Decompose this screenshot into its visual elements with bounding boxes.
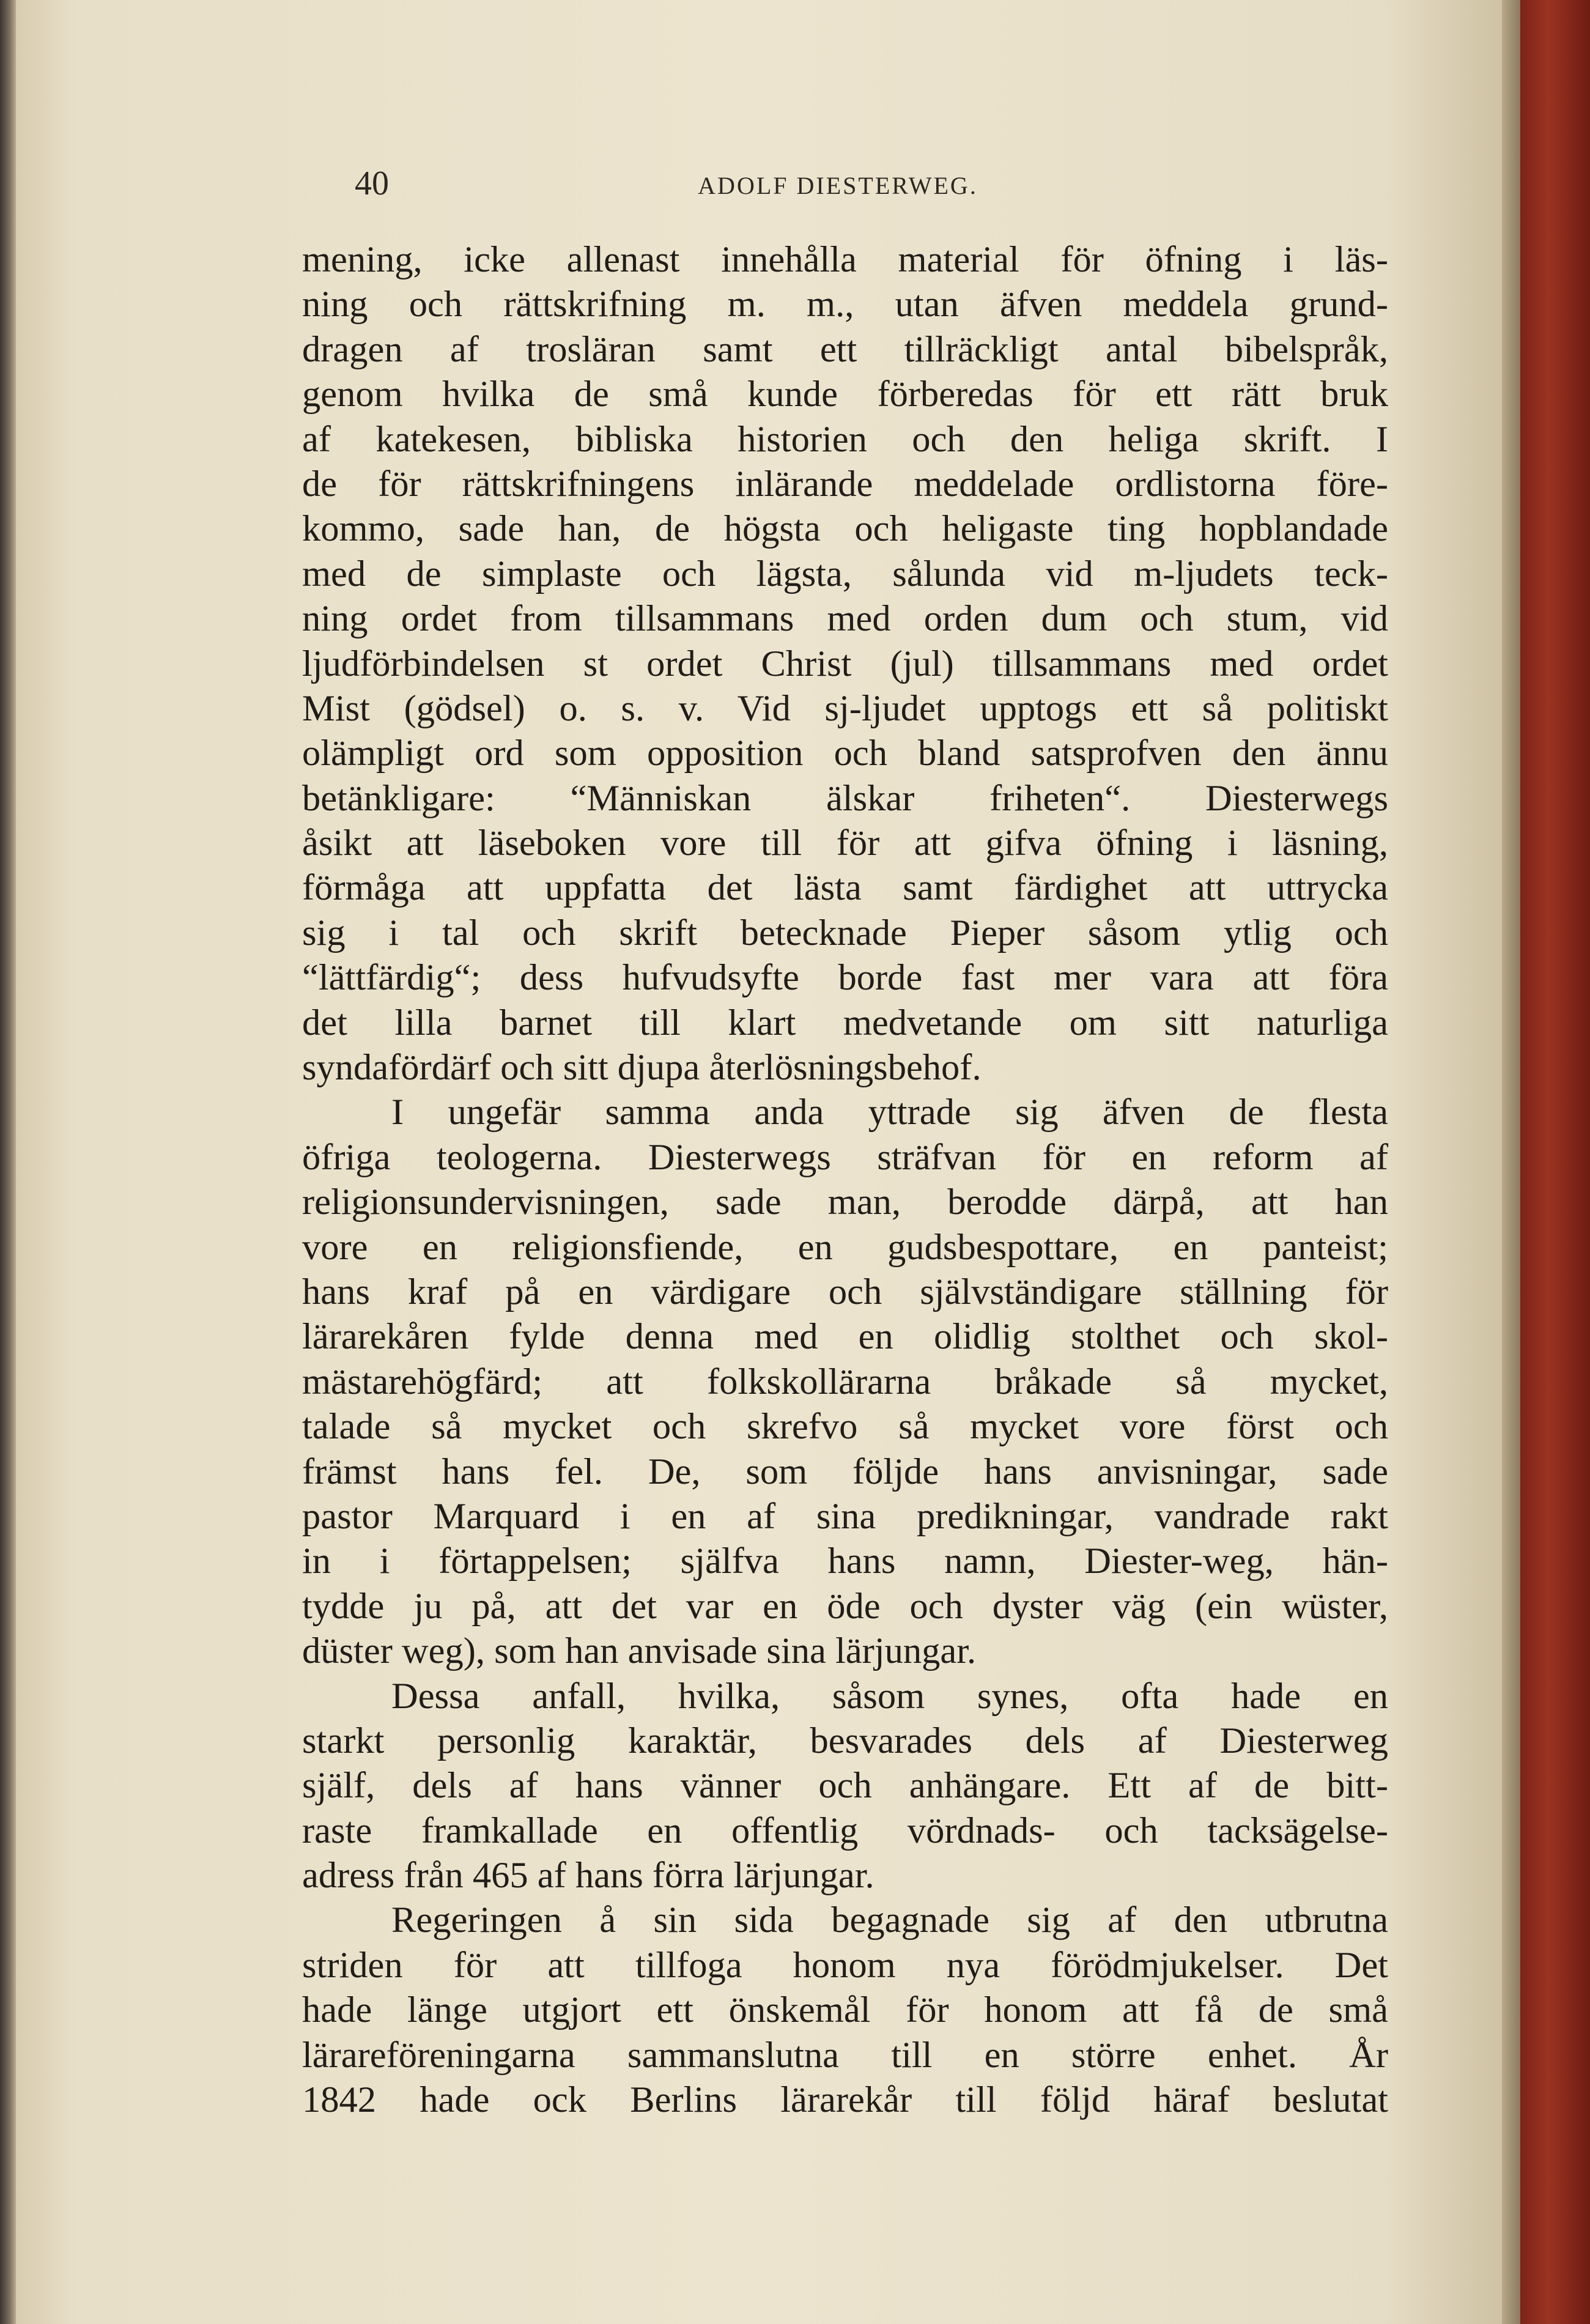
text-line: adress från 465 af hans förra lärjungar. — [302, 1855, 875, 1897]
text-line: med de simplaste och lägsta, sålunda vid m-ljudets teck- — [302, 553, 1388, 594]
text-line: det lilla barnet till klart medvetande om sitt naturliga — [302, 1002, 1388, 1043]
text-line: “lättfärdig“; dess hufvudsyfte borde fast mer vara att föra — [302, 957, 1388, 999]
text-line: lärarekåren fylde denna med en olidlig stolthet och skol- — [302, 1316, 1388, 1358]
text-line: mästarehögfärd; att folkskollärarna bråkade så mycket, — [302, 1361, 1388, 1402]
text-line: hans kraf på en värdigare och självständigare ställning för — [302, 1271, 1388, 1312]
text-line: hade länge utgjort ett önskemål för honom att få de små — [302, 1989, 1388, 2031]
text-line: Dessa anfall, hvilka, såsom synes, ofta hade en — [391, 1675, 1388, 1717]
text-line: pastor Marquard i en af sina predikningar, vandrade rakt — [302, 1495, 1388, 1537]
text-line: raste framkallade en offentlig vördnads- och tacksägelse- — [302, 1810, 1388, 1851]
text-line: de för rättskrifningens inlärande meddelade ordlistorna före- — [302, 463, 1388, 505]
text-line: olämpligt ord som opposition och bland satsprofven den ännu — [302, 733, 1388, 774]
text-line: åsikt att läseboken vore till för att gifva öfning i läsning, — [302, 823, 1388, 864]
text-line: düster weg), som han anvisade sina lärjungar. — [302, 1630, 977, 1672]
text-line: lärareföreningarna sammanslutna till en större enhet. År — [302, 2034, 1388, 2076]
text-line: in i förtappelsen; själfva hans namn, Diester-weg, hän- — [302, 1541, 1388, 1582]
text-line: religionsundervisningen, sade man, berodde därpå, att han — [302, 1182, 1388, 1223]
page-header — [287, 164, 1388, 213]
page-stack-edge — [1502, 0, 1520, 2324]
text-line: ljudförbindelsen st ordet Christ (jul) tillsammans med ordet — [302, 643, 1388, 684]
text-line: I ungefär samma anda yttrade sig äfven de flesta — [391, 1092, 1388, 1133]
text-line: talade så mycket och skrefvo så mycket vore först och — [302, 1406, 1388, 1448]
text-line: striden för att tillfoga honom nya förödmjukelser. Det — [302, 1944, 1388, 1986]
book-spine-shadow — [0, 0, 16, 2324]
text-line: Regeringen å sin sida begagnade sig af den utbrutna — [391, 1900, 1388, 1941]
text-line: sig i tal och skrift betecknade Pieper såsom ytlig och — [302, 912, 1388, 953]
page-number: 40 — [355, 165, 389, 202]
text-line: genom hvilka de små kunde förberedas för ett rätt bruk — [302, 374, 1388, 415]
text-line: själf, dels af hans vänner och anhängare. Ett af de bitt- — [302, 1765, 1388, 1807]
text-line: kommo, sade han, de högsta och heligaste ting hopblandade — [302, 508, 1388, 550]
text-line: öfriga teologerna. Diesterwegs sträfvan för en reform af — [302, 1136, 1388, 1178]
text-line: vore en religionsfiende, en gudsbespottare, en panteist; — [302, 1226, 1388, 1268]
body-text — [302, 237, 1388, 2122]
text-line: Mist (gödsel) o. s. v. Vid sj-ljudet upptogs ett så politiskt — [302, 687, 1388, 729]
text-line: ning och rättskrifning m. m., utan äfven meddela grund- — [302, 284, 1388, 325]
text-line: främst hans fel. De, som följde hans anvisningar, sade — [302, 1451, 1388, 1492]
text-line: 1842 hade ock Berlins lärarekår till följd häraf beslutat — [302, 2079, 1388, 2121]
running-head: ADOLF DIESTERWEG. — [698, 172, 978, 199]
text-line: dragen af trosläran samt ett tillräckligt antal bibelspråk, — [302, 328, 1388, 370]
text-line: starkt personlig karaktär, besvarades dels af Diesterweg — [302, 1720, 1388, 1761]
text-line: ning ordet from tillsammans med orden dum och stum, vid — [302, 598, 1388, 640]
text-line: tydde ju på, att det var en öde och dyster väg (ein wüster, — [302, 1585, 1388, 1627]
text-line: betänkligare: “Människan älskar friheten“. Diesterwegs — [302, 777, 1388, 819]
text-line: syndafördärf och sitt djupa återlösningsbehof. — [302, 1047, 982, 1089]
text-line: förmåga att uppfatta det lästa samt färdighet att uttrycka — [302, 867, 1388, 909]
text-line: af katekesen, bibliska historien och den heliga skrift. I — [302, 418, 1388, 460]
text-line: mening, icke allenast innehålla material för öfning i läs- — [302, 239, 1388, 280]
book-cover-edge — [1520, 0, 1590, 2324]
